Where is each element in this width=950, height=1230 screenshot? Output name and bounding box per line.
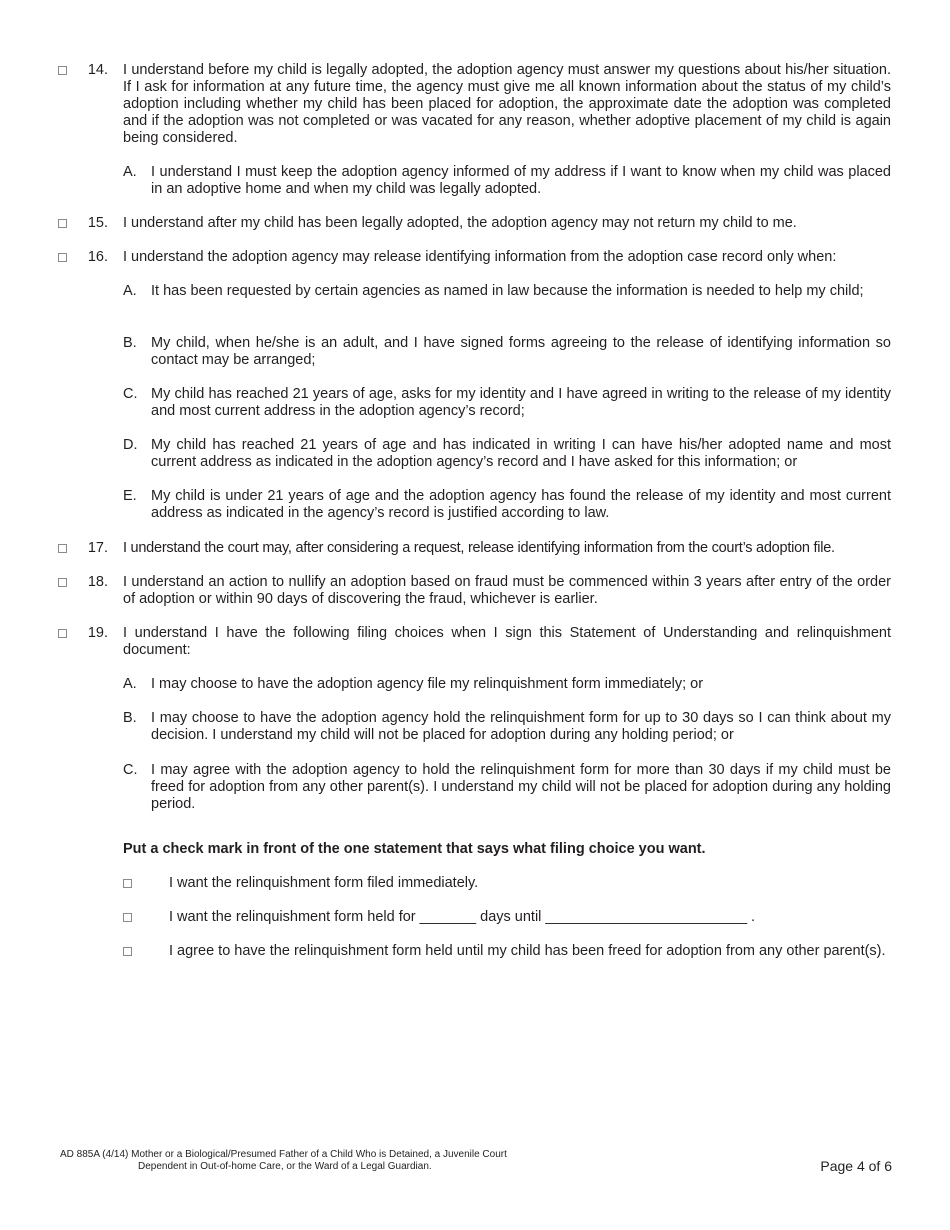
item-14-number: 14.: [87, 62, 108, 78]
item-16c-text: My child has reached 21 years of age, asks for my identity and I have agreed in writing to the release of my identity and most current address in the adoption agency’s record;: [151, 386, 891, 419]
item-19-checkbox[interactable]: [58, 629, 67, 638]
item-16c-letter: C.: [123, 386, 138, 402]
item-18-number: 18.: [87, 574, 108, 590]
item-15-number: 15.: [87, 215, 108, 231]
item-19b-text: I may choose to have the adoption agency hold the relinquishment form for up to 30 days so I can think about my decision. I understand my child will not be placed for adoption during any holding period; or: [151, 710, 891, 743]
footer-line-1: AD 885A (4/14) Mother or a Biological/Presumed Father of a Child Who is Detained, a Juvenile Court: [60, 1149, 507, 1160]
item-16b-text: My child, when he/she is an adult, and I have signed forms agreeing to the release of identifying information so contact may be arranged;: [151, 335, 891, 368]
item-16-text: I understand the adoption agency may release identifying information from the adoption case record only when:: [123, 249, 837, 265]
choice-3-checkbox[interactable]: [123, 947, 132, 956]
item-18-checkbox[interactable]: [58, 578, 67, 587]
form-footer: [60, 1149, 507, 1173]
item-19-text: I understand I have the following filing choices when I sign this Statement of Understanding and relinquishment document:: [123, 625, 891, 658]
item-19c-text: I may agree with the adoption agency to hold the relinquishment form for more than 30 days if my child must be freed for adoption from any other parent(s). I understand my child will not be placed for adoption during any holding period.: [151, 762, 891, 812]
item-16e-letter: E.: [123, 488, 137, 504]
choice-1-text: I want the relinquishment form filed immediately.: [169, 875, 479, 891]
item-16e-text: My child is under 21 years of age and the adoption agency has found the release of my identity and most current address as indicated in the agency’s record is justified according to law.: [151, 488, 891, 521]
item-17-text: I understand the court may, after considering a request, release identifying information from the court’s adoption file.: [123, 540, 835, 556]
item-19b-letter: B.: [123, 710, 137, 726]
item-16d-letter: D.: [123, 437, 138, 453]
item-15-checkbox[interactable]: [58, 219, 67, 228]
choice-2-checkbox[interactable]: [123, 913, 132, 922]
item-17-checkbox[interactable]: [58, 544, 67, 553]
page-number: Page 4 of 6: [820, 1158, 892, 1174]
choice-1-checkbox[interactable]: [123, 879, 132, 888]
item-19c-letter: C.: [123, 762, 138, 778]
item-14-text: I understand before my child is legally adopted, the adoption agency must answer my questions about his/her situation. If I ask for information at any future time, the agency must give me all known information about the status of my child’s adoption including whether my child has been placed for adoption, the approximate date the adoption was completed and if the adoption was not completed or was vacated for any reason, whether adoptive placement of my child is again being considered.: [123, 62, 891, 146]
item-16-checkbox[interactable]: [58, 253, 67, 262]
item-17-number: 17.: [87, 540, 108, 556]
item-16d-text: My child has reached 21 years of age and has indicated in writing I can have his/her adopted name and most current address as indicated in the adoption agency’s record and I have asked for this information; or: [151, 437, 891, 470]
filing-choice-instruction: Put a check mark in front of the one statement that says what filing choice you want.: [123, 841, 706, 857]
item-14a-text: I understand I must keep the adoption agency informed of my address if I want to know when my child was placed in an adoptive home and when my child was legally adopted.: [151, 164, 891, 197]
item-14-checkbox[interactable]: [58, 66, 67, 75]
item-16-number: 16.: [87, 249, 108, 265]
item-15-text: I understand after my child has been legally adopted, the adoption agency may not return my child to me.: [123, 215, 797, 231]
item-19-number: 19.: [87, 625, 108, 641]
choice-3-text: I agree to have the relinquishment form held until my child has been freed for adoption from any other parent(s).: [169, 943, 886, 959]
item-19a-letter: A.: [123, 676, 137, 692]
choice-2-text: I want the relinquishment form held for _______ days until _________________________ .: [169, 909, 756, 925]
item-14a-letter: A.: [123, 164, 137, 180]
item-16a-text: It has been requested by certain agencies as named in law because the information is needed to help my child;: [151, 283, 864, 299]
item-19a-text: I may choose to have the adoption agency file my relinquishment form immediately; or: [151, 676, 704, 692]
footer-line-2: Dependent in Out-of-home Care, or the Ward of a Legal Guardian.: [138, 1161, 432, 1172]
item-18-text: I understand an action to nullify an adoption based on fraud must be commenced within 3 years after entry of the order of adoption or within 90 days of discovering the fraud, whichever is earlier.: [123, 574, 891, 607]
item-16b-letter: B.: [123, 335, 137, 351]
item-16a-letter: A.: [123, 283, 137, 299]
